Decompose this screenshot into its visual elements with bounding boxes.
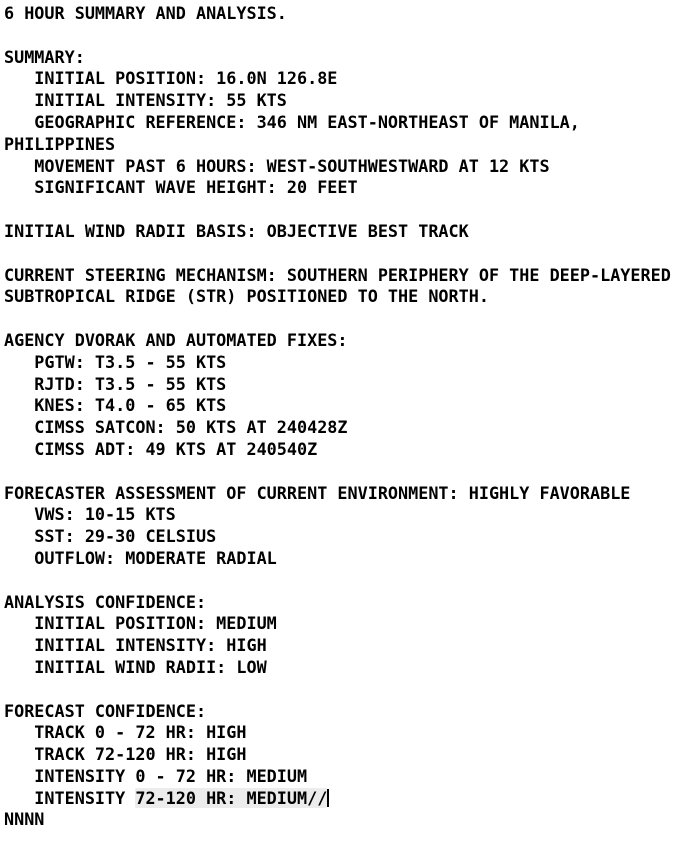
line-text-highlighted: 72-120 HR: MEDIUM// bbox=[135, 787, 328, 808]
text-line: CIMSS ADT: 49 KTS AT 240540Z bbox=[4, 438, 318, 459]
blank-line bbox=[4, 679, 695, 701]
blank-line bbox=[4, 308, 695, 330]
blank-line bbox=[4, 25, 695, 47]
text-cursor bbox=[327, 789, 329, 807]
text-line: CURRENT STEERING MECHANISM: SOUTHERN PERIPHERY OF THE DEEP-LAYERED bbox=[4, 264, 671, 285]
text-line: MOVEMENT PAST 6 HOURS: WEST-SOUTHWESTWARD AT 12 KTS bbox=[4, 155, 550, 176]
text-line: INITIAL POSITION: MEDIUM bbox=[4, 613, 277, 634]
text-line: INTENSITY 0 - 72 HR: MEDIUM bbox=[4, 765, 308, 786]
text-editor-area[interactable] bbox=[4, 3, 695, 831]
text-line: INITIAL POSITION: 16.0N 126.8E bbox=[4, 68, 338, 89]
text-line: VWS: 10-15 KTS bbox=[4, 504, 176, 525]
text-line: CIMSS SATCON: 50 KTS AT 240428Z bbox=[4, 417, 348, 438]
text-line: AGENCY DVORAK AND AUTOMATED FIXES: bbox=[4, 329, 348, 350]
text-line: GEOGRAPHIC REFERENCE: 346 NM EAST-NORTHEAST OF MANILA, bbox=[4, 111, 580, 132]
text-line: OUTFLOW: MODERATE RADIAL bbox=[4, 547, 277, 568]
line-text: INTENSITY bbox=[4, 787, 136, 808]
text-line: SST: 29-30 CELSIUS bbox=[4, 526, 217, 547]
blank-line bbox=[4, 199, 695, 221]
text-line: NNNN bbox=[4, 809, 45, 830]
blank-line bbox=[4, 461, 695, 483]
text-line: KNES: T4.0 - 65 KTS bbox=[4, 395, 227, 416]
text-line: RJTD: T3.5 - 55 KTS bbox=[4, 373, 227, 394]
text-line: INITIAL WIND RADII: LOW bbox=[4, 656, 267, 677]
text-line: INITIAL WIND RADII BASIS: OBJECTIVE BEST TRACK bbox=[4, 220, 469, 241]
blank-line bbox=[4, 243, 695, 265]
text-line: SUMMARY: bbox=[4, 46, 85, 67]
text-line: SIGNIFICANT WAVE HEIGHT: 20 FEET bbox=[4, 177, 358, 198]
text-line: INITIAL INTENSITY: HIGH bbox=[4, 635, 267, 656]
text-line: FORECASTER ASSESSMENT OF CURRENT ENVIRONMENT: HIGHLY FAVORABLE bbox=[4, 482, 631, 503]
text-line: ANALYSIS CONFIDENCE: bbox=[4, 591, 207, 612]
text-line: 6 HOUR SUMMARY AND ANALYSIS. bbox=[4, 3, 287, 23]
text-line-with-cursor bbox=[4, 788, 695, 810]
text-line: TRACK 0 - 72 HR: HIGH bbox=[4, 722, 247, 743]
text-line: TRACK 72-120 HR: HIGH bbox=[4, 744, 247, 765]
text-line: PHILIPPINES bbox=[4, 133, 116, 154]
text-line: FORECAST CONFIDENCE: bbox=[4, 700, 207, 721]
text-line: INITIAL INTENSITY: 55 KTS bbox=[4, 90, 287, 111]
text-line: PGTW: T3.5 - 55 KTS bbox=[4, 351, 227, 372]
blank-line bbox=[4, 570, 695, 592]
text-line: SUBTROPICAL RIDGE (STR) POSITIONED TO THE NORTH. bbox=[4, 286, 489, 307]
